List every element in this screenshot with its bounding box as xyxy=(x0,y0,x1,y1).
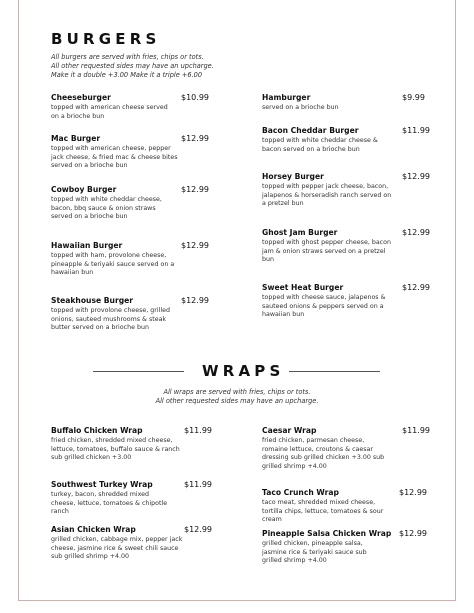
item-description: fried chicken, parmesan cheese, romaine lettuce, croutons & caesar dressing sub grilled chicken +3.00 sub grilled shrimp +4.00 xyxy=(262,437,385,470)
item-price: $12.99 xyxy=(181,296,209,305)
item-description: topped with american cheese, pepper jack cheese, & fried mac & cheese bites served on a brioche bun xyxy=(51,145,178,170)
item-name: Cowboy Burger xyxy=(51,185,117,194)
menu-item xyxy=(262,228,430,265)
item-name: Hawaiian Burger xyxy=(51,241,123,250)
menu-item xyxy=(262,426,430,471)
burgers-title: BURGERS xyxy=(51,30,161,48)
item-name: Mac Burger xyxy=(51,134,101,143)
menu-item xyxy=(51,296,211,333)
item-description: topped with ghost pepper cheese, bacon jam & onion straws served on a pretzel bun xyxy=(262,239,391,264)
item-name: Pineapple Salsa Chicken Wrap xyxy=(262,529,392,538)
wraps-note-line: All other requested sides may have an upcharge. xyxy=(155,397,319,405)
menu-item xyxy=(51,185,211,222)
item-price: $12.99 xyxy=(402,172,430,181)
menu-item xyxy=(51,241,211,278)
menu-item xyxy=(262,283,430,320)
menu-item xyxy=(262,172,430,209)
item-description: topped with ham, provolone cheese, pineapple & teriyaki sauce served on a hawaiian bun xyxy=(51,252,175,277)
menu-item xyxy=(51,480,211,517)
item-price: $12.99 xyxy=(399,529,427,538)
item-name: Cheeseburger xyxy=(51,93,111,102)
item-description: topped with pepper jack cheese, bacon, jalapenos & horseradish ranch served on a pretzel bun xyxy=(262,183,392,208)
wraps-note xyxy=(0,388,474,406)
item-price: $11.99 xyxy=(402,426,430,435)
item-name: Sweet Heat Burger xyxy=(262,283,344,292)
item-price: $12.99 xyxy=(181,241,209,250)
menu-item xyxy=(51,134,211,171)
wraps-note-line: All wraps are served with fries, chips or tots. xyxy=(163,388,311,396)
item-description: served on a brioche bun xyxy=(262,104,339,111)
item-price: $12.99 xyxy=(181,134,209,143)
item-price: $11.99 xyxy=(184,480,212,489)
burgers-note-line: All other requested sides may have an upcharge. xyxy=(51,62,214,70)
item-name: Bacon Cheddar Burger xyxy=(262,126,359,135)
item-description: grilled chicken, pineapple salsa, jasmine rice & teriyaki sauce sub grilled shrimp +4.00 xyxy=(262,540,367,565)
menu-item xyxy=(51,525,211,562)
menu-item xyxy=(262,126,430,154)
item-price: $12.99 xyxy=(402,228,430,237)
item-description: fried chicken, shredded mixed cheese, lettuce, tomatoes, buffalo sauce & ranch sub grilled chicken +3.00 xyxy=(51,437,180,462)
item-name: Caesar Wrap xyxy=(262,426,317,435)
item-price: $10.99 xyxy=(181,93,209,102)
burgers-note xyxy=(51,53,214,80)
item-name: Asian Chicken Wrap xyxy=(51,525,136,534)
menu-item xyxy=(51,93,211,121)
item-description: topped with provolone cheese, grilled onions, sauteed mushrooms & steak butter served on a brioche bun xyxy=(51,307,170,332)
menu-item xyxy=(262,529,427,566)
item-price: $12.99 xyxy=(184,525,212,534)
item-description: topped with white cheddar cheese & bacon served on a brioche bun xyxy=(262,137,378,153)
item-description: topped with white cheddar cheese, bacon, bbq sauce & onion straws served on a brioche bun xyxy=(51,196,162,221)
wraps-title: WRAPS xyxy=(202,362,285,380)
menu-item xyxy=(262,93,425,113)
item-price: $11.99 xyxy=(184,426,212,435)
item-name: Ghost Jam Burger xyxy=(262,228,338,237)
divider-line xyxy=(289,371,380,372)
item-price: $11.99 xyxy=(402,126,430,135)
item-description: grilled chicken, cabbage mix, pepper jack cheese, jasmine rice & sweet chili sauce sub grilled shrimp +4.00 xyxy=(51,536,183,561)
item-name: Southwest Turkey Wrap xyxy=(51,480,153,489)
item-description: turkey, bacon, shredded mixed cheese, lettuce, tomatoes & chipotle ranch xyxy=(51,491,168,516)
item-name: Horsey Burger xyxy=(262,172,324,181)
menu-item xyxy=(51,426,211,463)
item-price: $12.99 xyxy=(181,185,209,194)
item-name: Taco Crunch Wrap xyxy=(262,488,339,497)
item-description: topped with american cheese served on a brioche bun xyxy=(51,104,168,120)
item-price: $9.99 xyxy=(402,93,425,102)
item-price: $12.99 xyxy=(402,283,430,292)
burgers-note-line: Make it a double +3.00 Make it a triple +6.00 xyxy=(51,71,203,79)
item-name: Steakhouse Burger xyxy=(51,296,134,305)
divider-line xyxy=(93,371,184,372)
menu-item xyxy=(262,488,427,525)
item-name: Buffalo Chicken Wrap xyxy=(51,426,143,435)
burgers-note-line: All burgers are served with fries, chips or tots. xyxy=(51,53,204,61)
item-description: taco meat, shredded mixed cheese, tortilla chips, lettuce, tomatoes & sour cream xyxy=(262,499,384,524)
item-price: $12.99 xyxy=(399,488,427,497)
item-description: topped with cheese sauce, jalapenos & sauteed onions & peppers served on a hawaiian bun xyxy=(262,294,386,319)
item-name: Hamburger xyxy=(262,93,311,102)
